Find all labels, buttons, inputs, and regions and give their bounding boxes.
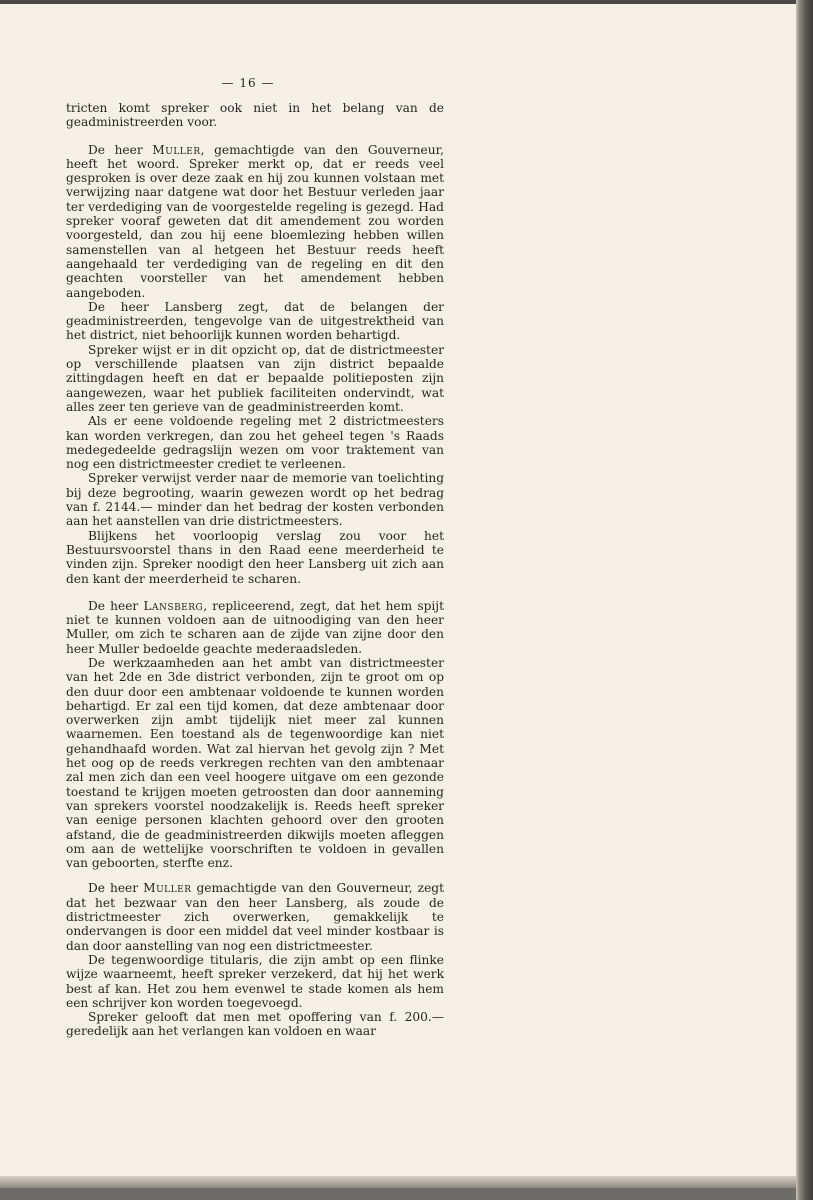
paragraph-text: , repliceerend, zegt, dat het hem spijt niet te kunnen voldoen aan de uitnoodiging van den heer Muller, om zich te scharen aan de zijde van zijne door den heer Muller bedoelde geachte mederaadsleden. xyxy=(66,598,444,656)
paragraph: De werkzaamheden aan het ambt van districtmeester van het 2de en 3de district verbonden, zijn te groot om op den duur door een ambtenaar voldoende te kunnen worden behartigd. Er zal een tijd komen, dat deze ambtenaar door overwerken zijn ambt tijdelijk niet meer zal kunnen waarnemen. Een toestand als de tegenwoordige kan niet gehandhaafd worden. Wat zal hiervan het gevolg zijn ? Met het oog op de reeds verkregen rechten van den ambtenaar zal men zich dan een veel hoogere uitgave om een gezonde toestand te krijgen moeten getroosten dan door aanneming van sprekers voorstel noodzakelijk is. Reeds heeft spreker van eenige personen klachten gehoord over den grooten afstand, die de geadministreerden dikwijls moeten afleggen om aan de wettelijke voorschriften te voldoen in gevallen van geboorten, sterfte enz. xyxy=(66,655,444,871)
speaker-name: Muller xyxy=(152,142,201,157)
speaker-prefix: De heer xyxy=(88,881,144,896)
paragraph: Spreker verwijst verder naar de memorie van toelichting bij deze begrooting, waarin gewezen wordt op het bedrag van f. 2144.— minder dan het bedrag der kosten verbonden aan het aanstellen van drie districtmeesters. xyxy=(66,471,444,529)
page-number: — 16 — xyxy=(221,76,275,90)
paragraph-text: gemachtigde van den Gouverneur, zegt dat het bezwaar van den heer Lansberg, als zoude de districtmeester zich overwerken, gemakkelijk te ondervangen is door een middel dat veel minder kostbaar is dan door aanstelling van nog een districtmeester. xyxy=(66,881,444,953)
speaker-name: Lansberg xyxy=(143,598,204,613)
book-edge xyxy=(796,0,813,1200)
paragraph: Als er eene voldoende regeling met 2 districtmeesters kan worden verkregen, dan zou het geheel tegen 's Raads medegedeelde gedragslijn wezen om voor traktement van nog een districtmeester crediet te verleenen. xyxy=(66,414,444,472)
speaker-name: Muller xyxy=(143,881,192,896)
speaker-prefix: De heer xyxy=(88,598,144,613)
body-text xyxy=(66,101,444,1039)
paragraph xyxy=(66,143,444,300)
speaker-prefix: De heer xyxy=(88,142,153,157)
page-bottom-shadow xyxy=(0,1176,796,1188)
paragraph xyxy=(66,599,444,656)
paragraph: Spreker wijst er in dit opzicht op, dat de districtmeester op verschillende plaatsen van zijn district bepaalde zittingdagen heeft en dat er bepaalde politieposten zijn aangewezen, waar het publiek faciliteiten ondervindt, wat alles zeer ten gerieve van de geadministreerden komt. xyxy=(66,342,444,414)
paragraph: Blijkens het voorloopig verslag zou voor het Bestuursvoorstel thans in den Raad eene meerderheid te vinden zijn. Spreker noodigt den heer Lansberg uit zich aan den kant der meerderheid te scharen. xyxy=(66,528,444,586)
paragraph: De tegenwoordige titularis, die zijn ambt op een flinke wijze waarneemt, heeft spreker verzekerd, dat hij het werk best af kan. Het zou hem evenwel te stade komen als hem een schrijver kon worden toegevoegd. xyxy=(66,952,444,1010)
paragraph: De heer Lansberg zegt, dat de belangen der geadministreerden, tengevolge van de uitgestrektheid van het district, niet behoorlijk kunnen worden behartigd. xyxy=(66,299,444,343)
paragraph-text: , gemachtigde van den Gouverneur, heeft het woord. Spreker merkt op, dat er reeds veel gesproken is over deze zaak en hij zou kunnen volstaan met verwijzing naar datgene wat door het Bestuur verleden jaar ter verdediging van de voorgestelde regeling is gezegd. Had spreker vooraf geweten dat dit amendement zou worden voorgesteld, dan zou hij eene bloemlezing hebben willen samenstellen van al hetgeen het Bestuur reeds heeft aangehaald ter verdediging van de regeling en dit den geachten voorsteller van het amendement hebben aangeboden. xyxy=(66,142,444,300)
paragraph xyxy=(66,881,444,952)
paragraph: tricten komt spreker ook niet in het belang van de geadministreerden voor. xyxy=(66,101,444,130)
paragraph: Spreker gelooft dat men met opoffering van f. 200.— geredelijk aan het verlangen kan voldoen en waar xyxy=(66,1010,444,1039)
